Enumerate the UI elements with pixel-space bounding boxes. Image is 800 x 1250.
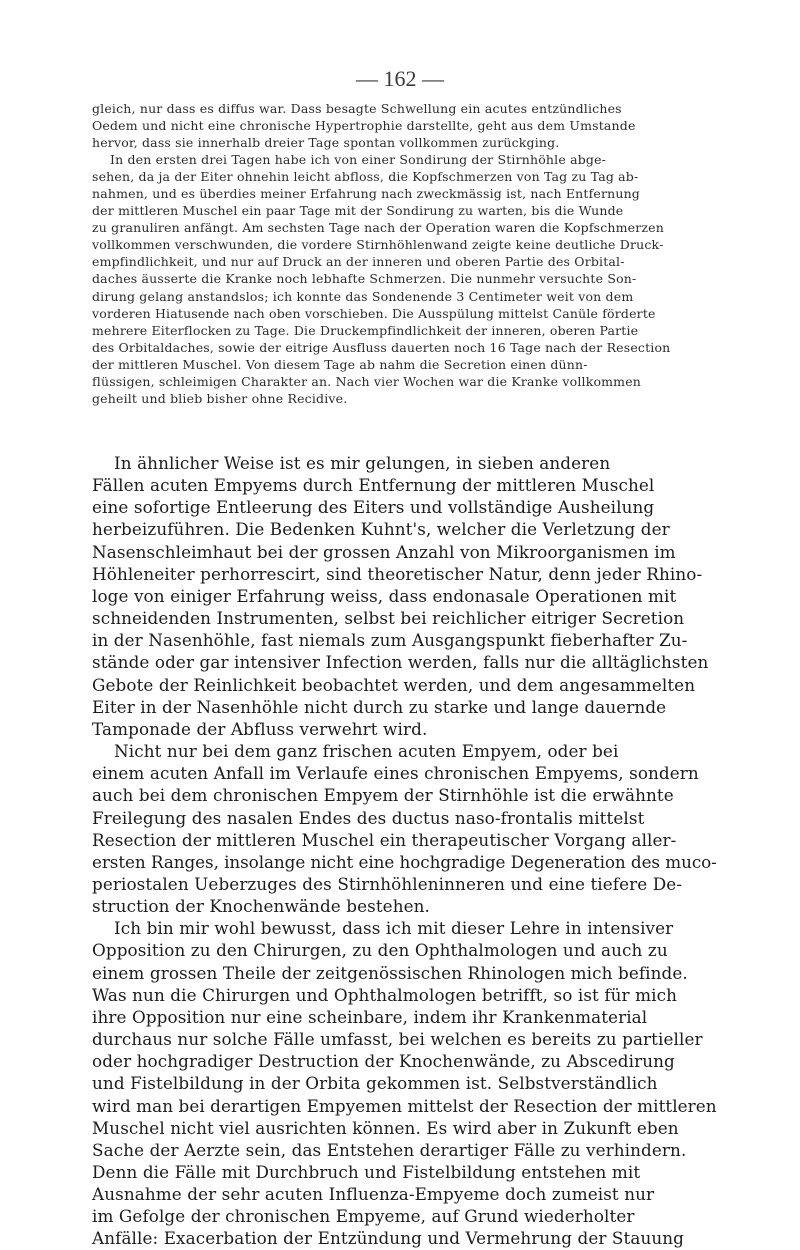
text-line: Nicht nur bei dem ganz frischen acuten Empyem, oder bei	[114, 741, 619, 762]
text-line: empfindlichkeit, und nur auf Druck an der inneren und oberen Partie des Orbital-	[92, 254, 625, 270]
small-print-paragraphs	[92, 100, 718, 407]
text-line: Sache der Aerzte sein, das Entstehen derartiger Fälle zu verhindern.	[92, 1139, 687, 1160]
text-line: In den ersten drei Tagen habe ich von einer Sondirung der Stirnhöhle abge-	[110, 152, 607, 168]
text-line: mehrere Eiterflocken zu Tage. Die Druckempfindlichkeit der inneren, oberen Partie	[92, 322, 639, 338]
text-line: einem grossen Theile der zeitgenössischen Rhinologen mich befinde.	[92, 962, 688, 983]
text-line: zu granuliren anfängt. Am sechsten Tage nach der Operation waren die Kopfschmerzen	[92, 220, 664, 236]
text-line: Resection der mittleren Muschel ein therapeutischer Vorgang aller-	[92, 829, 677, 850]
text-line: herbeizuführen. Die Bedenken Kuhnt's, welcher die Verletzung der	[92, 519, 670, 540]
text-line: vollkommen verschwunden, die vordere Stirnhöhlenwand zeigte keine deutliche Druck-	[92, 237, 664, 253]
text-line: flüssigen, schleimigen Charakter an. Nach vier Wochen war die Kranke vollkommen	[92, 373, 642, 389]
text-line: schneidenden Instrumenten, selbst bei reichlicher eitriger Secretion	[92, 608, 685, 629]
main-paragraphs	[92, 452, 718, 1250]
text-line: in der Nasenhöhle, fast niemals zum Ausgangspunkt fieberhafter Zu-	[92, 630, 688, 651]
text-line: gleich, nur dass es diffus war. Dass besagte Schwellung ein acutes entzündliches	[92, 101, 622, 116]
text-line: wird man bei derartigen Empyemen mittelst der Resection der mittleren	[92, 1095, 717, 1116]
text-line: durchaus nur solche Fälle umfasst, bei welchen es bereits zu partieller	[92, 1029, 703, 1050]
text-line: der mittleren Muschel ein paar Tage mit der Sondirung zu warten, bis die Wunde	[92, 203, 624, 219]
text-line: ihre Opposition nur eine scheinbare, indem ihr Krankenmaterial	[92, 1006, 648, 1027]
text-line: Gebote der Reinlichkeit beobachtet werden, und dem angesammelten	[92, 674, 696, 695]
text-line: struction der Knochenwände bestehen.	[92, 896, 430, 917]
text-line: Opposition zu den Chirurgen, zu den Ophthalmologen und auch zu	[92, 940, 668, 961]
text-line: des Orbitaldaches, sowie der eitrige Ausfluss dauerten noch 16 Tage nach der Resection	[92, 339, 671, 355]
text-line: und Fistelbildung in der Orbita gekommen ist. Selbstverständlich	[92, 1073, 658, 1094]
text-line: Ich bin mir wohl bewusst, dass ich mit dieser Lehre in intensiver	[114, 918, 674, 939]
text-line: im Gefolge der chronischen Empyeme, auf Grund wiederholter	[92, 1206, 635, 1227]
text-line: einem acuten Anfall im Verlaufe eines chronischen Empyems, sondern	[92, 763, 699, 784]
text-line: Oedem und nicht eine chronische Hypertrophie darstellte, geht aus dem Umstande	[92, 118, 636, 134]
text-line: daches äusserte die Kranke noch lebhafte Schmerzen. Die nunmehr versuchte Son-	[92, 271, 637, 287]
text-line: Freilegung des nasalen Endes des ductus naso-frontalis mittelst	[92, 807, 645, 828]
text-line: der mittleren Muschel. Von diesem Tage ab nahm die Secretion einen dünn-	[92, 356, 588, 372]
text-line: Eiter in der Nasenhöhle nicht durch zu starke und lange dauernde	[92, 696, 667, 717]
page-number: — 162 —	[356, 66, 444, 91]
text-line: loge von einiger Erfahrung weiss, dass endonasale Operationen mit	[92, 585, 677, 606]
text-line: Was nun die Chirurgen und Ophthalmologen betrifft, so ist für mich	[92, 984, 677, 1005]
text-line: vorderen Hiatusende nach oben vorschieben. Die Ausspülung mittelst Canüle förderte	[92, 305, 656, 321]
text-line: Ausnahme der sehr acuten Influenza-Empyeme doch zumeist nur	[92, 1184, 655, 1205]
text-line: dirung gelang anstandslos; ich konnte das Sondenende 3 Centimeter weit von dem	[92, 288, 634, 304]
text-line: In ähnlicher Weise ist es mir gelungen, in sieben anderen	[114, 453, 611, 473]
text-line: Nasenschleimhaut bei der grossen Anzahl von Mikroorganismen im	[92, 541, 676, 562]
text-line: Denn die Fälle mit Durchbruch und Fistelbildung entstehen mit	[92, 1162, 641, 1182]
text-line: Tamponade der Abfluss verwehrt wird.	[92, 718, 428, 739]
text-line: periostalen Ueberzuges des Stirnhöhleninneren und eine tiefere De-	[92, 873, 683, 894]
text-line: eine sofortige Entleerung des Eiters und vollständige Ausheilung	[92, 497, 655, 518]
text-line: auch bei dem chronischen Empyem der Stirnhöhle ist die erwähnte	[92, 785, 674, 806]
text-line: hervor, dass sie innerhalb dreier Tage spontan vollkommen zurückging.	[92, 135, 560, 151]
text-line: Anfälle: Exacerbation der Entzündung und Vermehrung der Stauung	[92, 1228, 685, 1249]
text-line: nahmen, und es überdies meiner Erfahrung nach zweckmässig ist, nach Entfernung	[92, 186, 640, 202]
text-line: oder hochgradiger Destruction der Knochenwände, zu Abscedirung	[92, 1051, 675, 1072]
text-line: ersten Ranges, insolange nicht eine hochgradige Degeneration des muco-	[92, 851, 717, 872]
text-line: sehen, da ja der Eiter ohnehin leicht abfloss, die Kopfschmerzen von Tag zu Tag ab-	[92, 169, 639, 185]
text-line: Muschel nicht viel ausrichten können. Es wird aber in Zukunft eben	[92, 1117, 679, 1138]
text-line: geheilt und blieb bisher ohne Recidive.	[92, 390, 348, 406]
text-line: Höhleneiter perhorrescirt, sind theoretischer Natur, denn jeder Rhino-	[92, 563, 703, 584]
text-line: stände oder gar intensiver Infection werden, falls nur die alltäglichsten	[92, 652, 709, 673]
text-line: Fällen acuten Empyems durch Entfernung der mittleren Muschel	[92, 475, 655, 496]
